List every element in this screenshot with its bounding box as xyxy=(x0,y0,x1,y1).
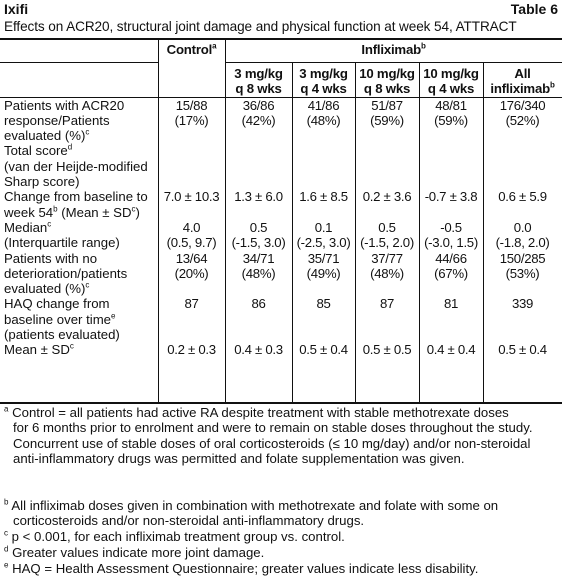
footnote-d: $^d$ Greater values indicate more joint damage. xyxy=(4,544,265,560)
footnote-a: $^a$ Control = all patients had active RA despite treatment with stable methotrexate doses for 6 months prior to enrolment and were to remain on stable doses throughout the study. Concurrent use of stable doses of oral corticosteroids (≤ 10 mg/day) and/or non-steroidal anti-inflammatory drugs was permitted and folate supplementation was given. xyxy=(4,404,533,466)
table-cell: 0.2 ± 0.3 xyxy=(167,342,216,358)
results-table xyxy=(0,40,562,358)
table-row xyxy=(0,189,562,220)
table-cell: 37/77 (48%) xyxy=(370,250,404,281)
table-cell: 0.1 (-2.5, 3.0) xyxy=(296,219,351,251)
footnote-e: $^e$ HAQ = Health Assessment Questionnaire; greater values indicate less disability. xyxy=(4,560,479,576)
row-label-mean: Mean ± $SD^c$ xyxy=(4,342,74,358)
brand-name: Ixifi xyxy=(4,1,29,17)
header-row xyxy=(0,40,562,63)
table-caption: Effects on ACR20, structural joint damage and physical function at week 54, ATTRACT xyxy=(4,19,517,34)
table-cell: 4.0 (0.5, 9.7) xyxy=(166,219,217,251)
table-cell: -0.7 ± 3.8 xyxy=(424,189,478,205)
table-cell: 0.5 ± 0.4 xyxy=(299,342,348,358)
row-label-change: Change from baseline to week 54$^b$ (Mean ± $SD^c$) xyxy=(4,189,148,220)
table-cell: 34/71 (48%) xyxy=(241,250,276,281)
table-cell: 1.3 ± 6.0 xyxy=(234,189,283,205)
table-cell: 0.4 ± 0.3 xyxy=(234,342,283,358)
page-header xyxy=(4,1,558,19)
table-cell: 35/71 (49%) xyxy=(306,250,341,281)
table-cell: 0.5 (-1.5, 2.0) xyxy=(360,219,414,251)
table-cell: 0.5 ± 0.5 xyxy=(362,342,412,358)
table-cell: 87 xyxy=(379,296,395,312)
table-cell: 0.6 ± 5.9 xyxy=(498,189,547,205)
table-bottom-rule xyxy=(0,402,562,404)
table-cell: 41/86 (48%) xyxy=(306,97,341,128)
table-cell: 150/285 (53%) xyxy=(499,250,546,281)
table-row xyxy=(0,97,562,143)
header-dose-3mg-q8: 3 mg/kg q 8 wks xyxy=(225,63,292,98)
table-cell: 85 xyxy=(316,296,331,312)
table-cell: 0.0 (-1.8, 2.0) xyxy=(495,219,550,251)
header-infliximab: Infliximab$^b$ xyxy=(225,40,562,63)
row-label-no-deterioration: Patients with no deterioration/patients evaluated (%)$^c$ xyxy=(4,250,128,297)
table-cell: 0.5 (-1.5, 3.0) xyxy=(231,219,286,251)
footnote-c: $^c$ p < 0.001, for each infliximab treatment group vs. control. xyxy=(4,528,345,544)
table-cell: 176/340 (52%) xyxy=(499,97,546,128)
header-subrow xyxy=(0,63,562,98)
header-dose-10mg-q8: 10 mg/kg q 8 wks xyxy=(355,63,419,98)
table-row xyxy=(0,251,562,297)
header-all-infliximab: All infliximab$^b$ xyxy=(483,63,562,98)
table-cell: 339 xyxy=(511,296,534,312)
table-cell: -0.5 (-3.0, 1.5) xyxy=(424,219,478,251)
table-row xyxy=(0,342,562,357)
table-cell: 0.4 ± 0.4 xyxy=(426,342,476,358)
table-row xyxy=(0,296,562,342)
table-cell: 44/66 (67%) xyxy=(434,250,468,281)
header-dose-10mg-q4: 10 mg/kg q 4 wks xyxy=(419,63,483,98)
header-control: Control$^a$ xyxy=(158,40,225,97)
table-cell: 48/81 (59%) xyxy=(434,97,468,128)
row-label-haq: HAQ change from baseline over time$^e$ (patients evaluated) xyxy=(4,296,120,343)
table-cell: 81 xyxy=(443,296,459,312)
table-cell: 7.0 ± 10.3 xyxy=(163,189,220,205)
table-row xyxy=(0,143,562,189)
row-label-total-score: Total score$^d$ (van der Heijde-modified Sharp score) xyxy=(4,143,148,190)
table-cell: 51/87 (59%) xyxy=(370,97,404,128)
footnote-b: $^b$ All infliximab doses given in combination with methotrexate and folate with some on corticosteroids and/or non-steroidal anti-inflammatory drugs. xyxy=(4,497,499,529)
table-cell: 15/88 (17%) xyxy=(174,97,209,128)
table-cell: 0.2 ± 3.6 xyxy=(362,189,412,205)
table-row xyxy=(0,220,562,251)
table-cell: 86 xyxy=(251,296,266,312)
row-label-median: Median$^c$ (Interquartile range) xyxy=(4,219,120,251)
table-cell: 36/86 (42%) xyxy=(241,97,276,128)
header-dose-3mg-q4: 3 mg/kg q 4 wks xyxy=(292,63,355,98)
table-cell: 87 xyxy=(184,296,199,312)
table-cell: 1.6 ± 8.5 xyxy=(299,189,348,205)
row-label-acr20: Patients with ACR20 response/Patients evaluated (%)$^c$ xyxy=(4,97,125,144)
table-cell: 13/64 (20%) xyxy=(174,250,209,281)
table-number: Table 6 xyxy=(510,1,558,17)
table-cell: 0.5 ± 0.4 xyxy=(498,342,547,358)
header-corner xyxy=(0,40,158,63)
